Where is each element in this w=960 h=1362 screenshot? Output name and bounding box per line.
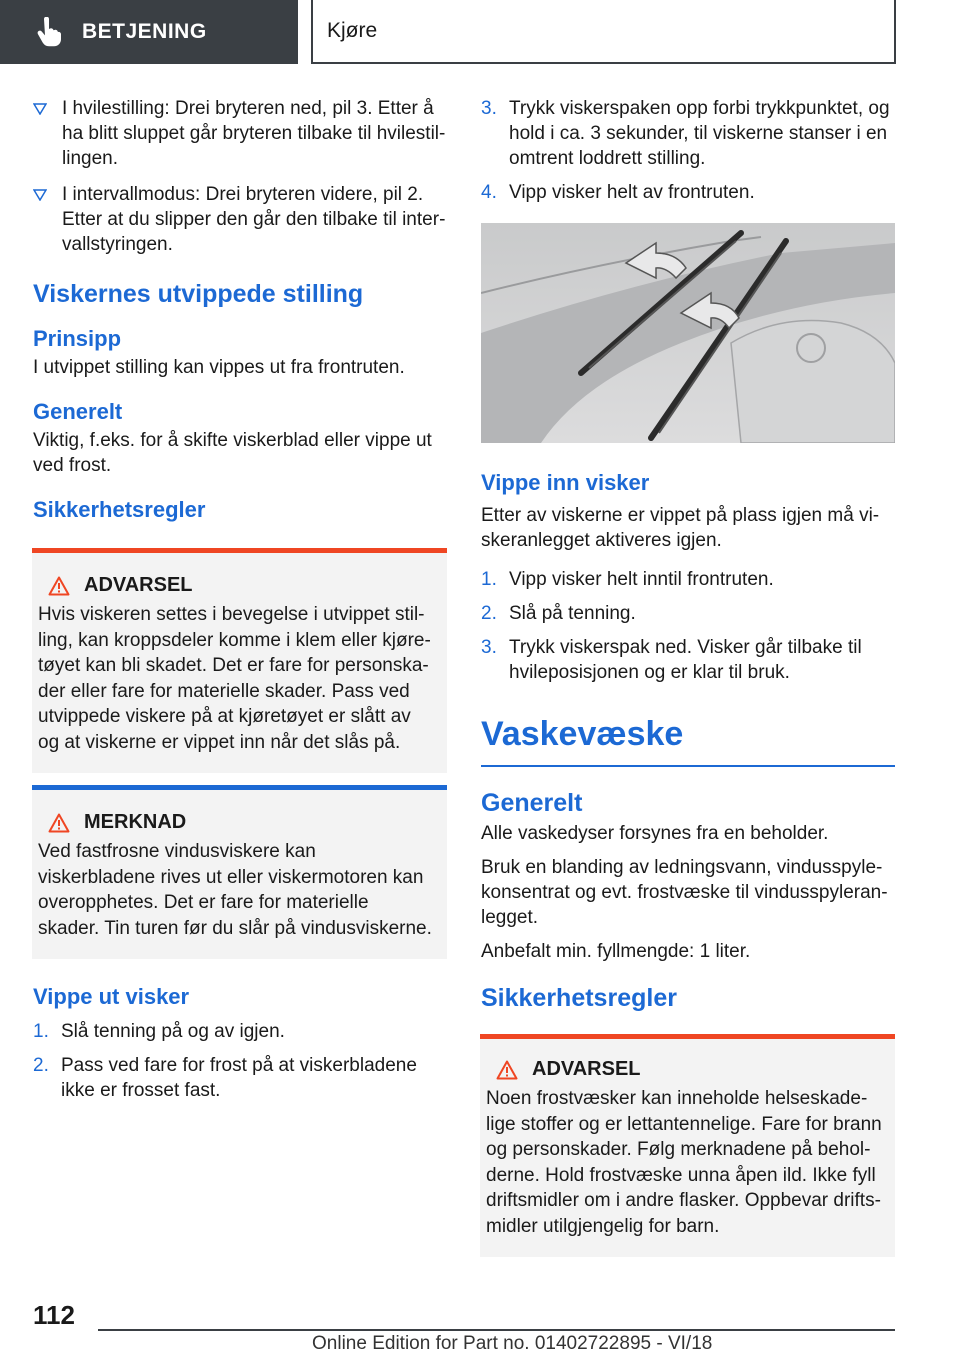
header-section-label: BETJENING <box>82 20 207 43</box>
list-item <box>33 96 447 171</box>
washer-paragraph: Alle vaskedyser forsynes fra en beholder. <box>481 823 829 844</box>
header-chapter-label: Kjøre <box>327 19 378 42</box>
step-number: 2. <box>33 1055 49 1076</box>
notice-text: Ved fastfrosne vindusviskere kan viskerbladene rives ut eller viskermotoren kan overopphetes. Det er fare for materielle skader. Tin turen før du slår på vindusviskerne. <box>38 841 432 939</box>
bullet-text: I hvilestilling: Drei bryteren ned, pil 3. Etter å ha blitt sluppet går bryteren tilbake til hvilestillingen. <box>62 98 446 169</box>
list-item <box>481 180 895 205</box>
fold-in-title: Vippe inn visker <box>481 470 650 495</box>
safety-title: Sikkerhetsregler <box>33 497 206 522</box>
step-number: 3. <box>481 98 497 119</box>
step-number: 2. <box>481 603 497 624</box>
step-number: 1. <box>481 569 497 590</box>
step-text: Slå tenning på og av igjen. <box>61 1021 285 1042</box>
washer-paragraph: Anbefalt min. fyllmengde: 1 liter. <box>481 941 751 962</box>
principle-text: I utvippet stilling kan vippes ut fra frontruten. <box>33 357 405 378</box>
washer-safety-title: Sikkerhetsregler <box>481 984 677 1012</box>
notice-title: MERKNAD <box>84 811 187 833</box>
general-title: Generelt <box>33 399 123 424</box>
washer-paragraph: Bruk en blanding av ledningsvann, vindusspylekonsentrat og evt. frostvæske til vindusspyleranlegget. <box>481 857 888 928</box>
triangle-bullet-icon <box>33 103 47 115</box>
warning-triangle-icon <box>48 576 70 596</box>
hand-pointer-icon <box>28 12 68 52</box>
footer-edition: Online Edition for Part no. 01402722895 - VI/18 <box>312 1333 713 1354</box>
step-number: 3. <box>481 637 497 658</box>
warning-triangle-icon <box>496 1060 518 1080</box>
notice-heading <box>38 810 435 835</box>
warning-title: ADVARSEL <box>532 1058 641 1080</box>
header-section-tab[interactable] <box>0 0 298 64</box>
notice-box <box>32 785 447 959</box>
step-text: Slå på tenning. <box>509 603 636 624</box>
warning-box <box>32 548 447 773</box>
warning-title: ADVARSEL <box>84 574 193 596</box>
step-text: Vipp visker helt av frontruten. <box>509 182 755 203</box>
step-text: Trykk viskerspaken opp forbi trykkpunktet, og hold i ca. 3 sekunder, til viskerne stanser i en omtrent loddrett stilling. <box>509 98 890 169</box>
list-item <box>33 1019 447 1044</box>
step-text: Vipp visker helt inntil frontruten. <box>509 569 774 590</box>
warning-text: Hvis viskeren settes i bevegelse i utvippet stilling, kan kroppsdeler komme i klem eller kjøretøyet kan bli skadet. Det er fare for personskader eller fare for materielle skader. Pass ved utvippede viskere på at kjøretøyet er slått av og at viskerne er vippet inn når det slås på. <box>38 604 431 753</box>
warning-heading <box>38 573 435 598</box>
list-item <box>481 601 895 626</box>
list-item <box>481 96 895 171</box>
step-number: 1. <box>33 1021 49 1042</box>
list-item <box>481 567 895 592</box>
bullet-text: I intervallmodus: Drei bryteren videre, pil 2. Etter at du slipper den går den tilbake til intervallstyringen. <box>62 184 446 255</box>
footer-divider <box>98 1329 895 1331</box>
right-column <box>481 96 895 1257</box>
warning-triangle-icon <box>48 813 70 833</box>
washer-warning-box <box>480 1034 895 1257</box>
step-number: 4. <box>481 182 497 203</box>
general-text: Viktig, f.eks. for å skifte viskerblad eller vippe ut ved frost. <box>33 430 432 476</box>
list-item <box>33 1053 447 1103</box>
page-number: 112 <box>33 1300 75 1330</box>
triangle-bullet-icon <box>33 189 47 201</box>
principle-title: Prinsipp <box>33 326 122 351</box>
washer-title: Vaskevæske <box>481 713 895 767</box>
fold-out-title: Vippe ut visker <box>33 984 190 1009</box>
list-item <box>481 635 895 685</box>
step-text: Pass ved fare for frost på at viskerbladene ikke er frosset fast. <box>61 1055 417 1101</box>
fold-in-text: Etter av viskerne er vippet på plass igjen må viskeranlegget aktiveres igjen. <box>481 505 880 551</box>
header-chapter-tab[interactable] <box>311 0 896 64</box>
washer-general-title: Generelt <box>481 789 583 817</box>
list-item <box>33 182 447 257</box>
warning-heading <box>486 1057 883 1082</box>
wiper-illustration <box>481 223 895 443</box>
left-column <box>33 96 447 1112</box>
warning-text: Noen frostvæsker kan inneholde helseskadelige stoffer og er lettantennelige. Fare for brann og personskader. Følg merknadene på beholderne. Hold frostvæske unna åpen ild. Ikke fyll driftsmidler om i andre flasker. Oppbevar driftsmidler utilgjengelig for barn. <box>486 1088 882 1237</box>
section-title: Viskernes utvippede stilling <box>33 280 364 308</box>
step-text: Trykk viskerspak ned. Visker går tilbake til hvileposisjonen og er klar til bruk. <box>509 637 862 683</box>
